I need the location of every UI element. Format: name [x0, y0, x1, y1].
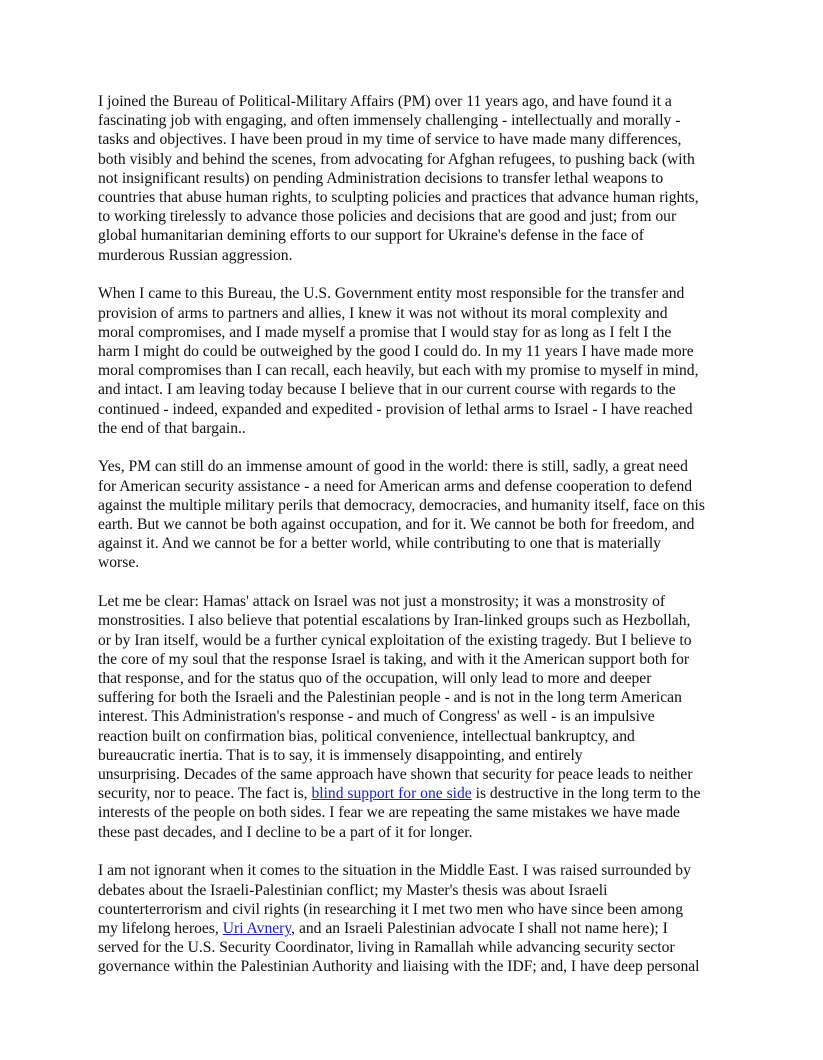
- text-line: [98, 803, 730, 822]
- hyperlink[interactable]: blind support for one side: [311, 785, 472, 803]
- text-line: [98, 169, 730, 188]
- text-segment: continued - indeed, expanded and expedited - provision of lethal arms to Israel - I have reached: [98, 400, 693, 418]
- text-segment: to working tirelessly to advance those policies and decisions that are good and just; from our: [98, 208, 677, 226]
- hyperlink[interactable]: Uri Avnery: [222, 919, 292, 937]
- text-segment: served for the U.S. Security Coordinator, living in Ramallah while advancing security sector: [98, 939, 675, 957]
- text-segment: the end of that bargain..: [98, 419, 246, 437]
- text-segment: or by Iran itself, would be a further cynical exploitation of the existing tragedy. But I believe to: [98, 631, 692, 649]
- text-line: [98, 246, 730, 265]
- text-segment: Let me be clear: Hamas' attack on Israel was not just a monstrosity; it was a monstrosity of: [98, 593, 666, 611]
- text-segment: that response, and for the status quo of the occupation, will only lead to more and deeper: [98, 669, 652, 687]
- text-line: [98, 592, 730, 611]
- text-line: [98, 226, 730, 245]
- text-segment: against the multiple military perils that democracy, democracies, and humanity itself, face on this: [98, 496, 705, 514]
- text-line: [98, 361, 730, 380]
- text-segment: countries that abuse human rights, to sculpting policies and practices that advance human rights,: [98, 189, 699, 207]
- paragraph-2: [98, 284, 730, 438]
- text-line: [98, 727, 730, 746]
- text-line: [98, 957, 730, 976]
- text-segment: When I came to this Bureau, the U.S. Government entity most responsible for the transfer and: [98, 285, 685, 303]
- text-line: [98, 419, 730, 438]
- text-segment: , and an Israeli Palestinian advocate I shall not name here); I: [291, 919, 668, 937]
- text-segment: moral compromises, and I made myself a promise that I would stay for as long as I felt I the: [98, 323, 672, 341]
- text-line: [98, 342, 730, 361]
- text-line: [98, 650, 730, 669]
- text-segment: my lifelong heroes,: [98, 919, 223, 937]
- text-line: [98, 92, 730, 111]
- text-segment: interest. This Administration's response - and much of Congress' as well - is an impulsive: [98, 708, 655, 726]
- text-segment: suffering for both the Israeli and the Palestinian people - and is not in the long term American: [98, 689, 682, 707]
- text-segment: security, nor to peace. The fact is,: [98, 785, 312, 803]
- text-segment: counterterrorism and civil rights (in researching it I met two men who have since been among: [98, 900, 684, 918]
- text-line: [98, 111, 730, 130]
- text-segment: I joined the Bureau of Political-Military Affairs (PM) over 11 years ago, and have found it a: [98, 93, 672, 110]
- text-segment: and intact. I am leaving today because I believe that in our current course with regards to the: [98, 381, 676, 399]
- text-line: [98, 130, 730, 149]
- text-line: [98, 323, 730, 342]
- paragraph-1: [98, 92, 730, 265]
- document-body: [98, 92, 730, 996]
- text-line: [98, 380, 730, 399]
- text-segment: global humanitarian demining efforts to our support for Ukraine's defense in the face of: [98, 227, 644, 245]
- text-segment: the core of my soul that the response Israel is taking, and with it the American support both for: [98, 650, 690, 668]
- text-segment: fascinating job with engaging, and often immensely challenging - intellectually and morally -: [98, 112, 681, 130]
- paragraph-5: [98, 861, 730, 976]
- text-line: [98, 746, 730, 765]
- text-line: [98, 284, 730, 303]
- text-segment: worse.: [98, 554, 140, 572]
- text-line: [98, 477, 730, 496]
- text-segment: tasks and objectives. I have been proud in my time of service to have made many differences,: [98, 131, 682, 149]
- text-segment: debates about the Israeli-Palestinian conflict; my Master's thesis was about Israeli: [98, 881, 608, 899]
- text-segment: I am not ignorant when it comes to the situation in the Middle East. I was raised surrounded by: [98, 862, 691, 880]
- text-line: [98, 900, 730, 919]
- text-line: [98, 881, 730, 900]
- text-line: [98, 669, 730, 688]
- text-segment: murderous Russian aggression.: [98, 246, 293, 264]
- text-line: [98, 534, 730, 553]
- text-segment: against it. And we cannot be for a better world, while contributing to one that is materially: [98, 535, 661, 553]
- text-line: [98, 823, 730, 842]
- text-line: [98, 150, 730, 169]
- text-line: [98, 496, 730, 515]
- text-segment: earth. But we cannot be both against occupation, and for it. We cannot be both for freedom, and: [98, 516, 695, 534]
- text-segment: reaction built on confirmation bias, political convenience, intellectual bankruptcy, and: [98, 727, 635, 745]
- text-line: [98, 707, 730, 726]
- text-segment: for American security assistance - a need for American arms and defense cooperation to defend: [98, 477, 693, 495]
- text-segment: monstrosities. I also believe that potential escalations by Iran-linked groups such as Hezbollah,: [98, 612, 691, 630]
- text-segment: these past decades, and I decline to be a part of it for longer.: [98, 823, 473, 841]
- paragraph-4: [98, 592, 730, 842]
- text-segment: Yes, PM can still do an immense amount of good in the world: there is still, sadly, a great need: [98, 458, 688, 476]
- text-line: [98, 611, 730, 630]
- text-segment: provision of arms to partners and allies, I knew it was not without its moral complexity and: [98, 304, 668, 322]
- text-segment: interests of the people on both sides. I fear we are repeating the same mistakes we have made: [98, 804, 680, 822]
- paragraph-3: [98, 457, 730, 572]
- text-line: [98, 188, 730, 207]
- text-line: [98, 919, 730, 938]
- text-line: [98, 631, 730, 650]
- text-line: [98, 861, 730, 880]
- text-line: [98, 207, 730, 226]
- text-segment: not insignificant results) on pending Administration decisions to transfer lethal weapons to: [98, 169, 664, 187]
- text-segment: unsurprising. Decades of the same approach have shown that security for peace leads to neither: [98, 766, 693, 783]
- text-segment: both visibly and behind the scenes, from advocating for Afghan refugees, to pushing back (with: [98, 150, 695, 168]
- text-line: [98, 784, 730, 803]
- text-line: [98, 765, 730, 784]
- text-line: [98, 515, 730, 534]
- text-line: [98, 938, 730, 957]
- text-line: [98, 553, 730, 572]
- text-line: [98, 304, 730, 323]
- text-line: [98, 457, 730, 476]
- text-segment: harm I might do could be outweighed by the good I could do. In my 11 years I have made more: [98, 342, 694, 360]
- text-segment: is destructive in the long term to the: [471, 785, 701, 803]
- text-line: [98, 688, 730, 707]
- text-line: [98, 400, 730, 419]
- text-segment: bureaucratic inertia. That is to say, it is immensely disappointing, and entirely: [98, 746, 583, 764]
- text-segment: governance within the Palestinian Authority and liaising with the IDF; and, I have deep personal: [98, 958, 700, 976]
- text-segment: moral compromises than I can recall, each heavily, but each with my promise to myself in mind,: [98, 362, 699, 380]
